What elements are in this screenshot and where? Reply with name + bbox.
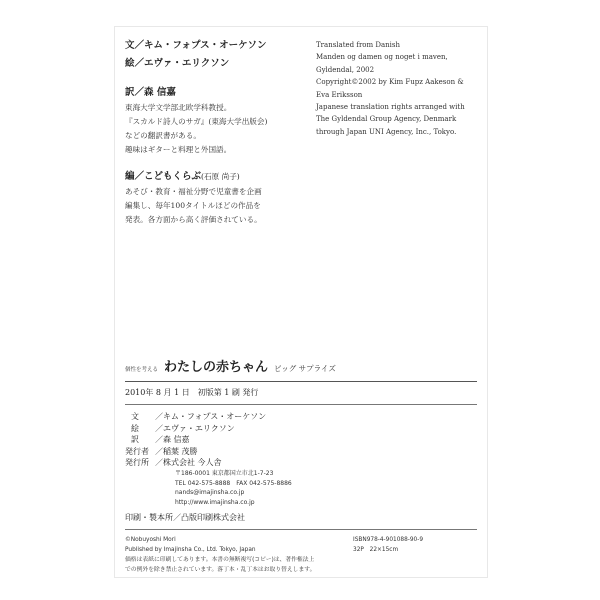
editor-name: こどもくらぶ [144, 171, 202, 182]
book-size: 32P 22×15cm [353, 547, 399, 554]
editor-heading: 編／こどもくらぶ(石原 尚子) [125, 171, 240, 182]
author-label: 文 [125, 40, 135, 51]
credit-rows [125, 411, 477, 469]
divider [125, 381, 477, 382]
series-name: 個性を考える [125, 367, 159, 373]
colophon [125, 356, 477, 576]
book-title-line [125, 356, 477, 375]
book-subtitle: ビッグ サプライズ [274, 364, 336, 373]
credit-row: 訳 ／ 森 信嘉 [131, 435, 190, 445]
credit-row: 文 ／ キム・フォプス・オーケソン [131, 412, 267, 421]
author-credit: 文／キム・フォプス・オーケソン [125, 40, 267, 51]
printer-line: 印刷・製本所／凸版印刷株式会社 [125, 513, 245, 523]
editor-bio: あそび・教育・福祉分野で児童書を企画 編集し、毎年100タイトルほどの作品を 発表。各方面から高く評価されている。 [125, 187, 262, 224]
credit-row: 発行所 ／ 株式会社 今人舎 [125, 458, 222, 468]
credit-row: 発行者 ／ 稲葉 茂勝 [125, 446, 198, 456]
credit-row: 絵 ／ エヴァ・エリクソン [131, 423, 235, 433]
book-title: わたしの赤ちゃん [164, 360, 269, 375]
author-name: キム・フォプス・オーケソン [144, 40, 267, 51]
translator-heading: 訳／森 信嘉 [125, 87, 176, 98]
isbn-block [353, 536, 471, 556]
translator-name: 森 信嘉 [144, 87, 176, 98]
copyright-block: ©Nobuyoshi Mori Published by Imajinsha Co., Ltd. Tokyo, Japan 価格は表紙に印刷してあります。本書の無断複写(コピー)は、著作権法上 での例外を除き禁止されています。落丁本・乱丁本はお取り替えします。 ISBN978-4-901088-90-9 32P 22×15cm [125, 536, 477, 575]
illustrator-name: エヴァ・エリクソン [144, 58, 230, 69]
divider [125, 404, 477, 405]
publication-date: 2010年 8 月 1 日 初版第 1 刷 発行 [125, 388, 259, 397]
illustrator-credit: 絵／エヴァ・エリクソン [125, 58, 230, 69]
credits-column [125, 37, 305, 227]
publisher-address: 〒186-0001 東京都国立市北1-7-23 TEL 042-575-8888 FAX 042-575-8886 nands@imajinsha.co.jp http://www.imajinsha.co.jp [175, 469, 292, 506]
english-rights-block: Translated from Danish Manden og damen og noget i maven, Gyldendal, 2002 Copyright©2002 by Kim Fupz Aakeson & Eva Eriksson Japanese translation rights arranged with The Gyldendal Group Agency, Denmark through Japan UNI Agency, Inc., Tokyo. [316, 41, 465, 136]
colophon-page [114, 26, 488, 578]
isbn: ISBN978-4-901088-90-9 [353, 537, 424, 544]
translator-bio: 東海大学文学部北欧学科教授。 『スカルド詩人のサガ』(東海大学出版会) などの翻訳書がある。 趣味はギターと料理と外国語。 [125, 103, 268, 154]
divider [125, 529, 477, 530]
illustrator-label: 絵 [125, 58, 135, 69]
